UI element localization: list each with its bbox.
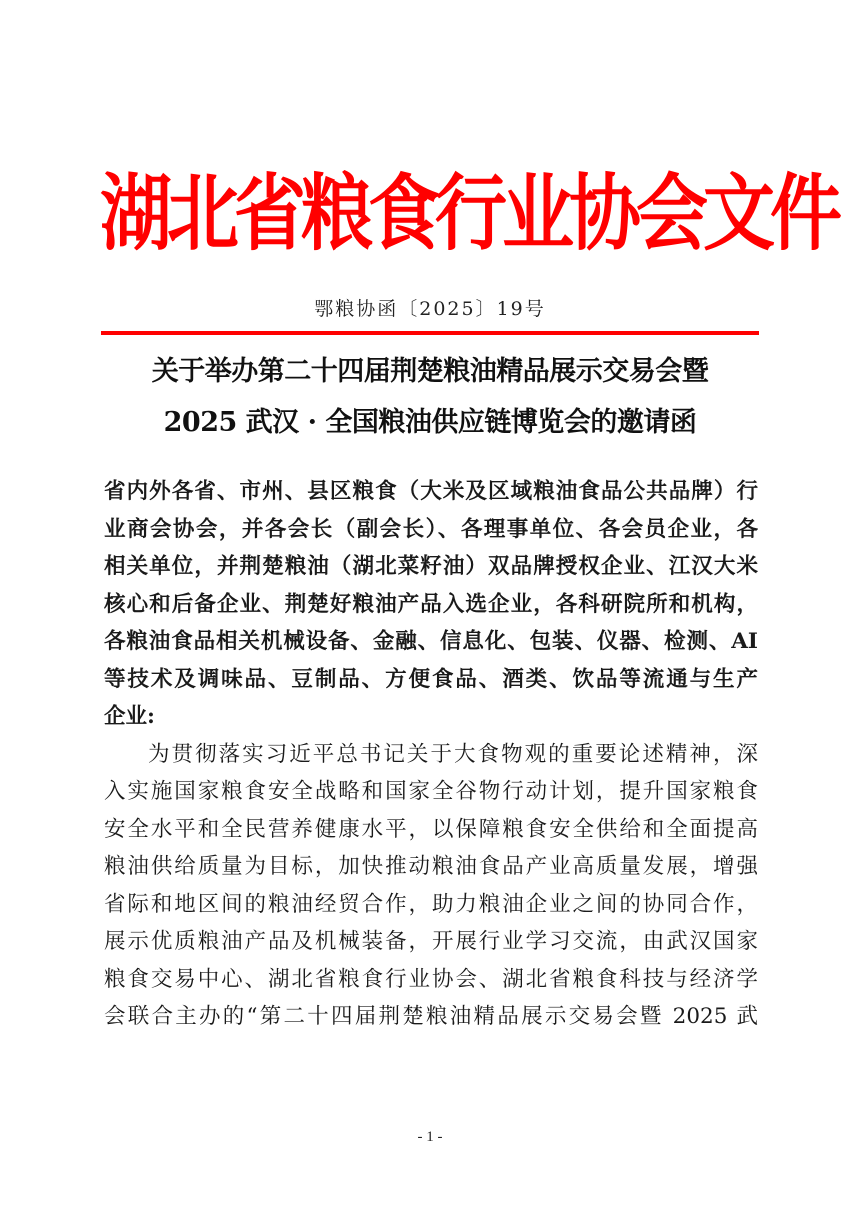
salutation [104,473,758,736]
salutation-line: 企业: [104,704,155,729]
title-line: 关于举办第二十四届荆楚粮油精品展示交易会暨 [151,356,709,387]
body-paragraph [104,736,758,1036]
paragraph-line: 安全水平和全民营养健康水平，以保障粮食安全供给和全面提高 [104,816,758,842]
red-divider-rule [101,331,759,335]
document-number: 鄂粮协函〔2025〕19号 [314,298,546,320]
salutation-line: 省内外各省、市州、县区粮食（大米及区域粮油食品公共品牌）行 [104,479,758,504]
paragraph-line: 入实施国家粮食安全战略和国家全谷物行动计划，提升国家粮食 [104,779,758,804]
document-body [104,473,758,1036]
paragraph-line: 展示优质粮油产品及机械装备，开展行业学习交流，由武汉国家 [104,929,758,954]
paragraph-line: 粮油供给质量为目标，加快推动粮油食品产业高质量发展，增强 [104,854,758,879]
salutation-line: 相关单位，并荆楚粮油（湖北菜籽油）双品牌授权企业、江汉大米 [104,554,758,579]
paragraph-line: 粮食交易中心、湖北省粮食行业协会、湖北省粮食科技与经济学 [104,966,758,992]
masthead-title: 湖北省粮食行业协会文件 [100,163,838,262]
title-line: 2025 武汉 · 全国粮油供应链博览会的邀请函 [163,407,697,438]
paragraph-line: 会联合主办的“第二十四届荆楚粮油精品展示交易会暨 2025 武 [104,1004,758,1029]
document-title [100,346,760,448]
paragraph-line: 为贯彻落实习近平总书记关于大食物观的重要论述精神，深 [148,741,758,767]
salutation-line: 等技术及调味品、豆制品、方便食品、酒类、饮品等流通与生产 [104,666,758,692]
page-number: - 1 - [417,1129,443,1145]
salutation-line: 核心和后备企业、荆楚好粮油产品入选企业，各科研院所和机构， [104,591,758,617]
paragraph-line: 省际和地区间的粮油经贸合作，助力粮油企业之间的协同合作， [104,891,758,917]
salutation-line: 各粮油食品相关机械设备、金融、信息化、包装、仪器、检测、AI [104,629,758,654]
salutation-line: 业商会协会，并各会长（副会长）、各理事单位、各会员企业，各 [104,516,758,542]
